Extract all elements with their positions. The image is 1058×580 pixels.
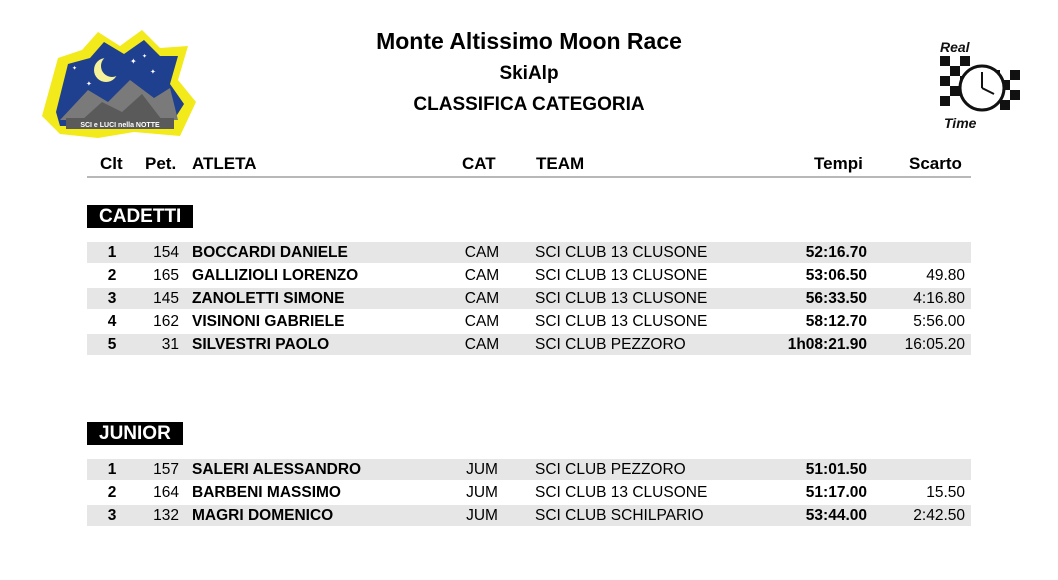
category: CAM: [464, 244, 500, 261]
gap: 16:05.20: [904, 336, 965, 353]
team: SCI CLUB PEZZORO: [535, 336, 686, 353]
rank: 1: [107, 461, 117, 478]
page-subtitle: SkiAlp: [499, 63, 559, 84]
team: SCI CLUB SCHILPARIO: [535, 507, 704, 524]
bib: 145: [153, 290, 179, 307]
classification-heading: CLASSIFICA CATEGORIA: [413, 94, 645, 115]
category: CAM: [464, 313, 500, 330]
team: SCI CLUB 13 CLUSONE: [535, 484, 708, 501]
category: CAM: [464, 267, 500, 284]
rank: 4: [107, 313, 117, 330]
team: SCI CLUB 13 CLUSONE: [535, 244, 708, 261]
time: 53:06.50: [805, 267, 867, 284]
time: 51:01.50: [805, 461, 867, 478]
svg-text:Time: Time: [944, 115, 977, 131]
athlete-name: GALLIZIOLI LORENZO: [192, 267, 359, 284]
category: JUM: [466, 484, 498, 501]
table-row: [87, 334, 971, 355]
svg-text:✦: ✦: [72, 66, 78, 72]
rank: 3: [107, 290, 117, 307]
rank: 5: [107, 336, 117, 353]
bib: 31: [161, 336, 179, 353]
svg-text:✦: ✦: [150, 69, 156, 76]
table-row: [87, 311, 971, 332]
time: 51:17.00: [805, 484, 867, 501]
team: SCI CLUB 13 CLUSONE: [535, 313, 708, 330]
athlete-name: SILVESTRI PAOLO: [192, 336, 330, 353]
category-label-junior: JUNIOR: [87, 422, 183, 445]
table-row: [87, 242, 971, 263]
time: 56:33.50: [805, 290, 867, 307]
category: CAM: [464, 290, 500, 307]
svg-text:✦: ✦: [130, 57, 137, 66]
category: CAM: [464, 336, 500, 353]
rank: 1: [107, 244, 117, 261]
rank: 3: [107, 507, 117, 524]
svg-text:✦: ✦: [142, 54, 148, 60]
table-row: [87, 459, 971, 480]
team: SCI CLUB PEZZORO: [535, 461, 686, 478]
team: SCI CLUB 13 CLUSONE: [535, 267, 708, 284]
rank: 2: [107, 267, 117, 284]
athlete-name: SALERI ALESSANDRO: [192, 461, 362, 478]
bib: 162: [153, 313, 179, 330]
gap: 2:42.50: [913, 507, 965, 524]
time: 58:12.70: [805, 313, 867, 330]
col-header-atleta: ATLETA: [192, 154, 257, 173]
svg-text:Real: Real: [940, 39, 970, 55]
team: SCI CLUB 13 CLUSONE: [535, 290, 708, 307]
bib: 157: [153, 461, 179, 478]
athlete-name: BOCCARDI DANIELE: [192, 244, 348, 261]
col-header-clt: Clt: [100, 154, 123, 173]
bib: 154: [153, 244, 179, 261]
table-row: [87, 505, 971, 526]
col-header-scarto: Scarto: [909, 154, 962, 173]
svg-text:✦: ✦: [86, 81, 92, 88]
header-divider: [87, 176, 971, 178]
bib: 164: [153, 484, 179, 501]
table-row: [87, 288, 971, 309]
athlete-name: ZANOLETTI SIMONE: [192, 290, 345, 307]
category-label-cadetti: CADETTI: [87, 205, 193, 228]
athlete-name: MAGRI DOMENICO: [192, 507, 334, 524]
table-row: [87, 482, 971, 503]
col-header-pet: Pet.: [145, 154, 177, 173]
bib: 165: [153, 267, 179, 284]
page-title: Monte Altissimo Moon Race: [376, 28, 682, 54]
col-header-tempi: Tempi: [814, 154, 863, 173]
gap: 49.80: [926, 267, 965, 284]
col-header-cat: CAT: [462, 154, 496, 173]
time: 52:16.70: [805, 244, 867, 261]
category: JUM: [466, 461, 498, 478]
gap: 5:56.00: [913, 313, 965, 330]
col-header-team: TEAM: [536, 154, 585, 173]
athlete-name: VISINONI GABRIELE: [192, 313, 345, 330]
time: 53:44.00: [805, 507, 867, 524]
time: 1h08:21.90: [787, 336, 867, 353]
athlete-name: BARBENI MASSIMO: [192, 484, 341, 501]
svg-text:SCI e LUCI nella NOTTE: SCI e LUCI nella NOTTE: [80, 122, 160, 129]
bib: 132: [153, 507, 179, 524]
category: JUM: [466, 507, 498, 524]
gap: 15.50: [926, 484, 965, 501]
table-row: [87, 265, 971, 286]
rank: 2: [107, 484, 117, 501]
gap: 4:16.80: [913, 290, 965, 307]
